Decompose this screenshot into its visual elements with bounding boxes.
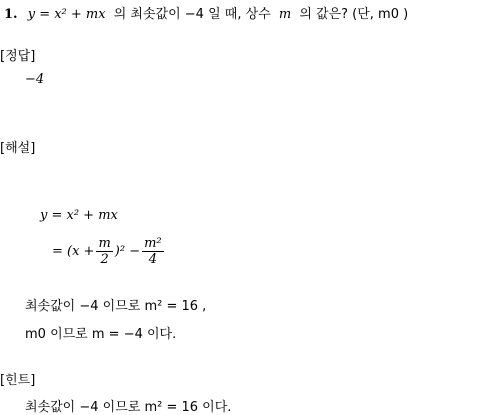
fraction-numerator: m: [98, 236, 111, 251]
hint-label: [힌트]: [0, 373, 36, 388]
fraction-m-over-2: [96, 236, 112, 267]
explanation-line-2: [52, 236, 166, 267]
fraction-m2-over-4: [142, 236, 164, 267]
hint-text: 최솟값이 −4 이므로 m² = 16 이다.: [25, 400, 232, 415]
explanation-line-3: 최솟값이 −4 이므로 m² = 16 ,: [25, 299, 207, 314]
explanation-label: [해설]: [0, 141, 36, 156]
problem-number: 1.: [4, 7, 18, 22]
fraction-denominator: 4: [148, 252, 157, 267]
problem-variable: m: [278, 7, 292, 22]
answer-value: −4: [25, 72, 45, 87]
problem-text-after: 의 값은? (단, m0 ): [299, 7, 409, 22]
problem-text: 의 최솟값이 −4 일 때, 상수: [113, 7, 271, 22]
answer-label: [정답]: [0, 49, 36, 64]
line2-prefix: = (x +: [52, 244, 95, 259]
problem-line: [4, 3, 408, 22]
problem-equation: y = x² + mx: [27, 7, 106, 22]
explanation-line-1: y = x² + mx: [40, 208, 118, 223]
explanation-line-4: m0 이므로 m = −4 이다.: [25, 327, 177, 342]
line2-middle: )² −: [114, 244, 141, 259]
fraction-numerator: m²: [144, 236, 162, 251]
fraction-denominator: 2: [100, 252, 109, 267]
